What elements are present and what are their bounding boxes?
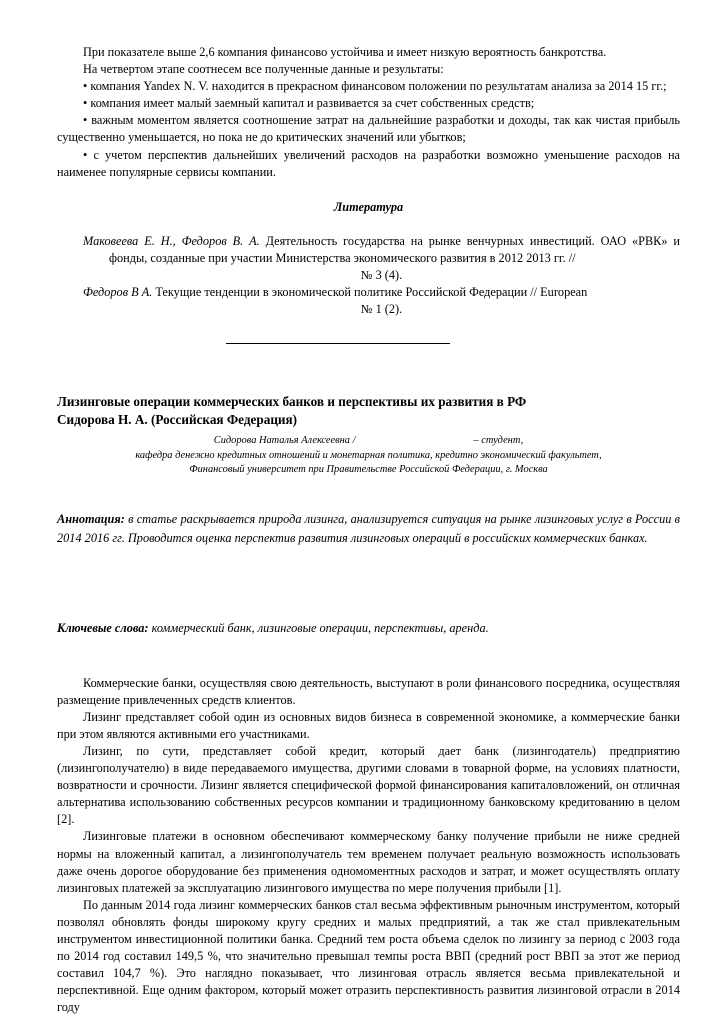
body-paragraph: Лизинговые платежи в основном обеспечивают коммерческому банку получение прибыли не ниже средней нормы на вложенный капитал, а лизингополучатель тем временем получает реальную возможность использовать даже очень дорогое оборудование без применения одномоментных расходов и затрат, и может осуществлять оплату лизинговых платежей за эксплуатацию лизингового имущества по мере получения прибыли [1].	[57, 829, 680, 895]
article-body	[57, 675, 680, 1017]
reference-item	[83, 233, 680, 284]
bullet-item: • важным моментом является соотношение затрат на дальнейшие разработки и доходы, так как чистая прибыль существенно уменьшается, но пока не до критических значений или убытков;	[57, 113, 680, 145]
bullet-item: • с учетом перспектив дальнейших увеличений расходов на разработки возможно уменьшение расходов на наименее популярные сервисы компании.	[57, 147, 680, 179]
reference-item	[83, 284, 680, 318]
text-column	[57, 44, 680, 1017]
author-affiliation-line-2: кафедра денежно кредитных отношений и монетарная политика, кредитно экономический факультет,	[135, 449, 602, 461]
paragraph: При показателе выше 2,6 компания финансово устойчива и имеет низкую вероятность банкротства.	[83, 45, 607, 59]
keywords	[57, 620, 680, 637]
previous-article-section	[57, 44, 680, 344]
reference-text: Текущие тенденции в экономической политике Российской Федерации // European	[152, 285, 588, 300]
abstract-text: в статье раскрывается природа лизинга, анализируется ситуация на рынке лизинговых услуг в России в 2014 2016 гг. Проводится оценка перспектив развития лизинговых операций в российских коммерческих банках.	[57, 511, 680, 546]
article-title-line-1: Лизинговые операции коммерческих банков и перспективы их развития в РФ	[57, 394, 527, 410]
section-divider-wrap	[57, 343, 680, 344]
article-header	[57, 393, 680, 477]
author-affiliation-line-1	[57, 434, 680, 448]
keywords-label: Ключевые слова:	[57, 620, 149, 635]
paragraph: На четвертом этапе соотнесем все полученные данные и результаты:	[83, 62, 444, 77]
author-affiliation-line-3: Финансовый университет при Правительстве Российской Федерации, г. Москва	[189, 464, 548, 476]
body-paragraph: Лизинг, по сути, представляет собой кредит, который дает банк (лизингодатель) предприятию (лизингополучателю) в виде передаваемого имущества, другими словами в товарной форме, на условиях платности, возвратности и срочности. Лизинг является специфической формой финансирования капиталовложений, он отличная альтернатива использованию собственных ресурсов компании и традиционному банковскому кредитованию в целом [2].	[57, 744, 680, 827]
bullet-item: • компания Yandex N. V. находится в прекрасном финансовом положении по результатам анализа за 2014 15 гг.;	[83, 79, 667, 94]
literature-heading: Литература	[333, 199, 404, 214]
article-title-line-2: Сидорова Н. А. (Российская Федерация)	[57, 412, 298, 428]
author-role: – студент,	[473, 435, 524, 447]
reference-authors: Маковеева Е. Н., Федоров В. А.	[83, 233, 260, 248]
abstract-label: Аннотация:	[57, 511, 125, 526]
abstract	[57, 510, 680, 549]
bullet-item: • компания имеет малый заемный капитал и развивается за счет собственных средств;	[83, 96, 535, 111]
section-divider	[226, 343, 450, 344]
keywords-text: коммерческий банк, лизинговые операции, перспективы, аренда.	[148, 620, 489, 635]
body-paragraph: Лизинг представляет собой один из основных видов бизнеса в современной экономике, а коммерческие банки при этом являются активными его участниками.	[57, 709, 680, 741]
reference-issue: № 1 (2).	[360, 302, 403, 317]
author-name: Сидорова Наталья Алексеевна /	[213, 435, 356, 447]
reference-authors: Федоров В А.	[83, 285, 153, 300]
body-paragraph: По данным 2014 года лизинг коммерческих банков стал весьма эффективным рыночным инструментом, который позволял обновлять фонды широкому кругу средних и малых предприятий, а так же стал привлекательным инструментом инвестиционной политики банка. Средний тем роста объема сделок по лизингу за период с 2003 года по 2014 год составил 149,5 %, что значительно превышал темпы роста ВВП (средний рост ВВП за этот же период составил 104,7 %). Это наглядно показывает, что лизинговая отрасль является весьма привлекательной и перспективной. Еще одним фактором, который может отразить перспективность развития лизинговой отрасли в 2014 году	[57, 897, 680, 1015]
body-paragraph: Коммерческие банки, осуществляя свою деятельность, выступают в роли финансового посредника, осуществляя размещение привлеченных средств клиентов.	[57, 675, 680, 707]
reference-list	[57, 233, 680, 318]
reference-issue: № 3 (4).	[360, 268, 403, 283]
reference-text: Деятельность государства на рынке венчурных инвестиций. ОАО «РВК» и фонды, созданные при участии Министерства экономического развития в 2012 2013 гг. //	[109, 233, 681, 265]
article-section	[57, 393, 680, 1016]
